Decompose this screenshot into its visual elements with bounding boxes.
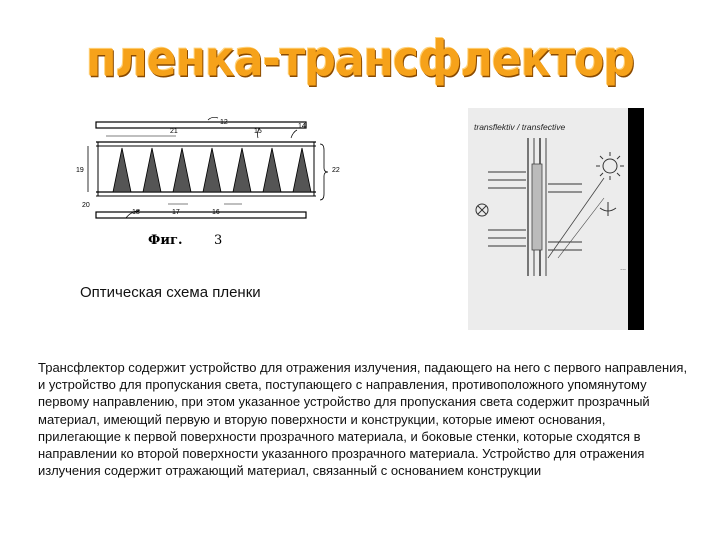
film-cross-section-figure <box>76 108 366 258</box>
black-edge-bar <box>628 108 644 330</box>
label-21: 21 <box>170 128 178 135</box>
figure-label: Фиг. <box>148 233 183 248</box>
label-19: 19 <box>76 167 84 174</box>
label-22: 22 <box>332 167 340 174</box>
prism-structures <box>113 148 311 192</box>
transflective-label: transflektiv / transfective <box>474 122 566 132</box>
label-18: 18 <box>132 209 140 216</box>
page-title: пленка-трансфлектор <box>86 30 634 89</box>
figure-caption: Оптическая схема пленки <box>80 284 261 301</box>
label-15: 15 <box>254 128 262 135</box>
label-14: 14 <box>298 123 306 130</box>
svg-text:...: ... <box>620 265 626 272</box>
label-12: 12 <box>220 119 228 126</box>
bottom-plate <box>96 212 306 218</box>
label-16: 16 <box>212 209 220 216</box>
transflective-diagram <box>468 108 644 330</box>
top-plate <box>96 122 306 128</box>
label-17: 17 <box>172 209 180 216</box>
figure-number: 3 <box>214 233 223 248</box>
label-20: 20 <box>82 202 90 209</box>
description-paragraph: Трансфлектор содержит устройство для отражения излучения, падающего на него с первого направления, и устройство для пропускания света, поступающего с направления, противоположного упомянутому первому направлению, при этом указанное устройство для пропускания света содержит прозрачный материал, имеющий первую и вторую поверхности и конструкции, которые имеют основания, прилегающие к первой поверхности прозрачного материала, и боковые стенки, которые сходятся в направлении ко второй поверхности указанного прозрачного материала. Устройство для отражения излучения содержит отражающий материал, связанный с основанием конструкции <box>38 360 688 479</box>
